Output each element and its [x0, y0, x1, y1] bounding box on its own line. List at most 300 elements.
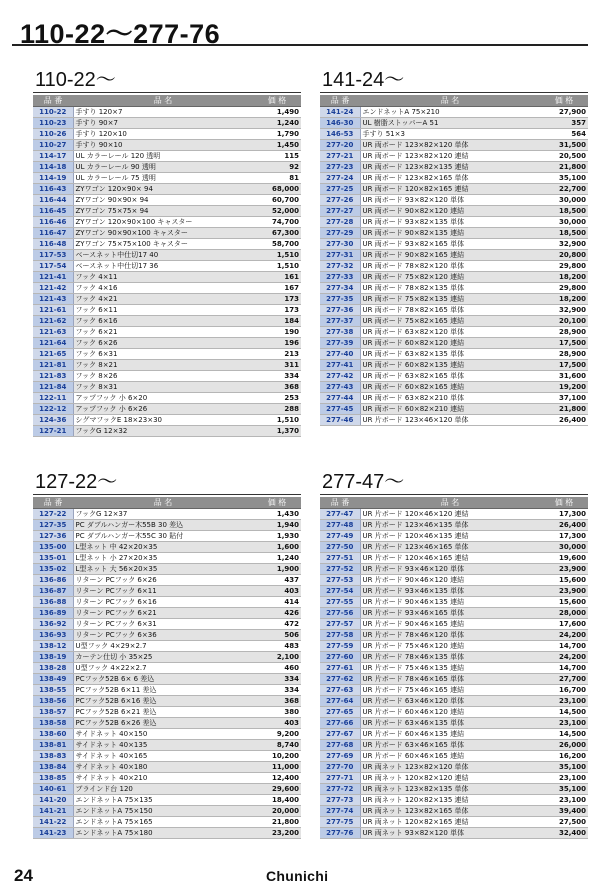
table-row — [33, 597, 301, 608]
item-name: UR 片ボード 60×46×135 連結 — [360, 729, 540, 740]
item-code: 277-43 — [320, 382, 360, 393]
item-name: UR 両ボード 60×82×135 連結 — [360, 360, 540, 371]
table-row — [320, 586, 588, 597]
item-code: 110-26 — [33, 129, 73, 140]
item-price: 20,100 — [540, 316, 588, 327]
item-name: リターン PCフック 6×21 — [73, 608, 253, 619]
item-name: UR 両ボード 78×82×120 単体 — [360, 261, 540, 272]
item-name: UR 片ボード 78×46×120 単体 — [360, 630, 540, 641]
item-code: 277-33 — [320, 272, 360, 283]
item-name: UR 片ボード 63×46×165 単体 — [360, 740, 540, 751]
table-row — [320, 272, 588, 283]
item-price: 253 — [253, 393, 301, 404]
item-price: 35,100 — [540, 173, 588, 184]
table-row — [33, 294, 301, 305]
item-name: PC ダブルハンガー木55C 30 貼付 — [73, 531, 253, 542]
item-price: 2,100 — [253, 652, 301, 663]
item-name: サイドネット 40×210 — [73, 773, 253, 784]
item-name: UR 片ボード 93×46×120 単体 — [360, 564, 540, 575]
item-price: 18,200 — [540, 294, 588, 305]
item-name: リターン PCフック 6×36 — [73, 630, 253, 641]
item-price: 26,400 — [540, 415, 588, 426]
item-code: 138-60 — [33, 729, 73, 740]
item-price: 27,900 — [540, 107, 588, 118]
brand-logo: Chunichi — [266, 868, 329, 884]
item-name: PCフック52B 6×21 差込 — [73, 707, 253, 718]
item-code: 138-56 — [33, 696, 73, 707]
table-row — [320, 663, 588, 674]
item-name: U型フック 4×22×2.7 — [73, 663, 253, 674]
item-name: UR 両ボード 123×82×120 単体 — [360, 140, 540, 151]
item-name: フック 8×26 — [73, 371, 253, 382]
item-code: 138-58 — [33, 718, 73, 729]
item-name: UR 両ボード 60×82×165 連結 — [360, 382, 540, 393]
item-price: 1,430 — [253, 509, 301, 520]
item-code: 121-62 — [33, 316, 73, 327]
table-row — [33, 828, 301, 839]
item-price: 39,400 — [540, 806, 588, 817]
table-row — [320, 404, 588, 415]
item-price: 81 — [253, 173, 301, 184]
table-row — [320, 107, 588, 118]
table-row — [33, 762, 301, 773]
item-price: 21,800 — [540, 162, 588, 173]
item-price: 506 — [253, 630, 301, 641]
item-code: 277-46 — [320, 415, 360, 426]
item-price: 17,500 — [540, 360, 588, 371]
item-code: 277-58 — [320, 630, 360, 641]
item-price: 16,700 — [540, 685, 588, 696]
table-row — [33, 718, 301, 729]
table-row — [33, 542, 301, 553]
item-name: UR 片ボード 75×46×120 連結 — [360, 641, 540, 652]
table-row — [33, 305, 301, 316]
item-price: 173 — [253, 294, 301, 305]
table-row — [320, 283, 588, 294]
table-row — [320, 696, 588, 707]
item-name: UR 両ネット 120×82×165 連結 — [360, 817, 540, 828]
table-row — [320, 795, 588, 806]
item-price: 14,500 — [540, 707, 588, 718]
item-name: フック 6×11 — [73, 305, 253, 316]
item-code: 136-86 — [33, 575, 73, 586]
item-price: 18,200 — [540, 272, 588, 283]
item-price: 334 — [253, 685, 301, 696]
table-row — [33, 272, 301, 283]
item-name: UR 片ボード 60×46×120 連結 — [360, 707, 540, 718]
item-price: 460 — [253, 663, 301, 674]
item-price: 8,740 — [253, 740, 301, 751]
item-name: UR 両ネット 123×82×120 単体 — [360, 762, 540, 773]
header-price: 価 格 — [253, 497, 301, 509]
item-price: 20,500 — [540, 151, 588, 162]
item-code: 277-45 — [320, 404, 360, 415]
item-name: エンドネットA 75×180 — [73, 828, 253, 839]
item-name: ZYワゴン 90×90×100 キャスター — [73, 228, 253, 239]
header-code: 品 番 — [33, 95, 73, 107]
table-row — [320, 597, 588, 608]
item-name: UR 両ネット 123×82×165 単体 — [360, 806, 540, 817]
item-name: UR 両ボード 60×82×210 連結 — [360, 404, 540, 415]
item-code: 135-01 — [33, 553, 73, 564]
item-name: UR 片ボード 123×46×165 単体 — [360, 542, 540, 553]
table-row — [33, 371, 301, 382]
table-row — [33, 795, 301, 806]
item-price: 483 — [253, 641, 301, 652]
item-price: 12,400 — [253, 773, 301, 784]
item-name: アップフック 小 6×20 — [73, 393, 253, 404]
table-row — [33, 608, 301, 619]
item-price: 27,500 — [540, 817, 588, 828]
table-row — [320, 817, 588, 828]
item-name: UR 両ボード 93×82×120 単体 — [360, 195, 540, 206]
item-name: ブラインド台 120 — [73, 784, 253, 795]
item-code: 138-57 — [33, 707, 73, 718]
item-code: 277-72 — [320, 784, 360, 795]
table-row — [320, 382, 588, 393]
item-price: 1,940 — [253, 520, 301, 531]
header-code: 品 番 — [33, 497, 73, 509]
item-code: 135-02 — [33, 564, 73, 575]
item-code: 138-19 — [33, 652, 73, 663]
table-row — [320, 228, 588, 239]
item-code: 136-88 — [33, 597, 73, 608]
item-price: 28,900 — [540, 327, 588, 338]
item-code: 114-17 — [33, 151, 73, 162]
item-code: 138-12 — [33, 641, 73, 652]
item-price: 37,100 — [540, 393, 588, 404]
item-code: 277-34 — [320, 283, 360, 294]
item-code: 127-36 — [33, 531, 73, 542]
item-price: 23,100 — [540, 696, 588, 707]
item-code: 121-64 — [33, 338, 73, 349]
table-row — [33, 162, 301, 173]
table-row — [33, 685, 301, 696]
table-row — [33, 641, 301, 652]
item-price: 173 — [253, 305, 301, 316]
item-price: 23,100 — [540, 795, 588, 806]
item-name: UR 両ボード 90×82×120 連結 — [360, 206, 540, 217]
header-name: 品 名 — [360, 497, 540, 509]
item-name: UR 片ボード 123×46×135 単体 — [360, 520, 540, 531]
table-row — [320, 630, 588, 641]
item-price: 161 — [253, 272, 301, 283]
item-code: 138-83 — [33, 751, 73, 762]
item-name: PCフック52B 6×11 差込 — [73, 685, 253, 696]
table-row — [33, 239, 301, 250]
item-code: 277-61 — [320, 663, 360, 674]
table-row — [33, 696, 301, 707]
item-name: UR 両ボード 63×82×120 単体 — [360, 327, 540, 338]
item-name: ZYワゴン 75×75×100 キャスター — [73, 239, 253, 250]
item-code: 277-25 — [320, 184, 360, 195]
table-row — [33, 382, 301, 393]
item-price: 23,100 — [540, 773, 588, 784]
item-code: 116-47 — [33, 228, 73, 239]
item-price: 1,510 — [253, 415, 301, 426]
item-price: 23,100 — [540, 718, 588, 729]
item-price: 14,700 — [540, 663, 588, 674]
item-price: 26,000 — [540, 740, 588, 751]
item-code: 277-65 — [320, 707, 360, 718]
table-row — [320, 509, 588, 520]
table-row — [320, 151, 588, 162]
item-price: 19,200 — [540, 382, 588, 393]
item-price: 17,300 — [540, 531, 588, 542]
table-row — [33, 360, 301, 371]
item-code: 110-22 — [33, 107, 73, 118]
item-name: エンドネットA 75×210 — [360, 107, 540, 118]
table-row — [33, 806, 301, 817]
item-code: 277-36 — [320, 305, 360, 316]
item-name: フックG 12×32 — [73, 426, 253, 437]
item-name: UR 片ボード 123×46×120 単体 — [360, 415, 540, 426]
item-name: UR 片ボード 90×46×165 連結 — [360, 619, 540, 630]
item-code: 277-75 — [320, 817, 360, 828]
item-name: UR 両ネット 120×82×120 連結 — [360, 773, 540, 784]
table-row — [320, 806, 588, 817]
item-name: フック 8×21 — [73, 360, 253, 371]
price-table — [320, 95, 588, 426]
item-price: 17,500 — [540, 338, 588, 349]
table-row — [33, 283, 301, 294]
item-price: 368 — [253, 382, 301, 393]
item-code: 277-23 — [320, 162, 360, 173]
table-row — [33, 586, 301, 597]
item-price: 213 — [253, 349, 301, 360]
table-row — [33, 338, 301, 349]
table-row — [320, 828, 588, 839]
item-code: 277-37 — [320, 316, 360, 327]
section-title: 127-22～ — [33, 470, 301, 495]
table-row — [320, 784, 588, 795]
item-code: 277-20 — [320, 140, 360, 151]
item-name: UR 片ボード 120×46×120 連結 — [360, 509, 540, 520]
item-name: UR 両ボード 120×82×165 連結 — [360, 184, 540, 195]
item-code: 277-50 — [320, 542, 360, 553]
item-code: 141-20 — [33, 795, 73, 806]
table-row — [33, 228, 301, 239]
item-code: 277-63 — [320, 685, 360, 696]
item-name: UR 両ボード 90×82×135 連結 — [360, 228, 540, 239]
item-price: 30,000 — [540, 542, 588, 553]
table-row — [320, 773, 588, 784]
item-name: UR 片ボード 90×46×135 連結 — [360, 597, 540, 608]
item-code: 277-76 — [320, 828, 360, 839]
item-code: 121-83 — [33, 371, 73, 382]
item-code: 277-42 — [320, 371, 360, 382]
item-code: 122-12 — [33, 404, 73, 415]
item-name: UR 片ボード 120×46×165 連結 — [360, 553, 540, 564]
table-row — [33, 393, 301, 404]
table-row — [33, 619, 301, 630]
table-row — [33, 652, 301, 663]
item-name: UR 両ボード 123×82×165 単体 — [360, 173, 540, 184]
item-code: 138-84 — [33, 762, 73, 773]
table-row — [33, 404, 301, 415]
table-row — [33, 349, 301, 360]
item-code: 277-38 — [320, 327, 360, 338]
item-price: 19,600 — [540, 553, 588, 564]
item-name: UR 両ネット 93×82×120 単体 — [360, 828, 540, 839]
table-row — [320, 360, 588, 371]
item-code: 141-24 — [320, 107, 360, 118]
item-price: 1,240 — [253, 553, 301, 564]
item-name: サイドネット 40×150 — [73, 729, 253, 740]
item-name: PCフック52B 6×26 差込 — [73, 718, 253, 729]
table-row — [320, 261, 588, 272]
price-section-127-22 — [33, 470, 301, 839]
table-row — [33, 118, 301, 129]
table-row — [320, 184, 588, 195]
item-price: 29,800 — [540, 261, 588, 272]
table-row — [320, 140, 588, 151]
item-name: UR 両ボード 75×82×165 連結 — [360, 316, 540, 327]
item-name: UR 両ボード 63×82×210 単体 — [360, 393, 540, 404]
item-code: 277-70 — [320, 762, 360, 773]
table-row — [320, 553, 588, 564]
item-price: 403 — [253, 718, 301, 729]
item-code: 138-28 — [33, 663, 73, 674]
item-code: 141-21 — [33, 806, 73, 817]
item-price: 14,700 — [540, 641, 588, 652]
item-name: UR 両ネット 123×82×135 単体 — [360, 784, 540, 795]
item-price: 414 — [253, 597, 301, 608]
item-name: UR 両ボード 90×82×165 連結 — [360, 250, 540, 261]
item-price: 31,500 — [540, 140, 588, 151]
item-name: エンドネットA 75×165 — [73, 817, 253, 828]
item-price: 472 — [253, 619, 301, 630]
table-row — [320, 217, 588, 228]
item-price: 437 — [253, 575, 301, 586]
table-row — [320, 575, 588, 586]
item-code: 277-49 — [320, 531, 360, 542]
item-price: 311 — [253, 360, 301, 371]
table-row — [320, 162, 588, 173]
page-number: 24 — [14, 866, 33, 885]
table-row — [320, 129, 588, 140]
price-section-141-24 — [320, 68, 588, 426]
item-code: 127-22 — [33, 509, 73, 520]
item-name: U型フック 4×29×2.7 — [73, 641, 253, 652]
item-name: サイドネット 40×135 — [73, 740, 253, 751]
item-price: 30,000 — [540, 195, 588, 206]
item-price: 60,700 — [253, 195, 301, 206]
item-name: フック 6×26 — [73, 338, 253, 349]
item-price: 28,000 — [540, 608, 588, 619]
item-name: PCフック52B 6× 6 差込 — [73, 674, 253, 685]
item-price: 23,200 — [253, 828, 301, 839]
item-price: 17,300 — [540, 509, 588, 520]
section-title: 141-24～ — [320, 68, 588, 93]
item-code: 141-23 — [33, 828, 73, 839]
table-row — [33, 553, 301, 564]
table-row — [33, 426, 301, 437]
item-price: 20,800 — [540, 250, 588, 261]
item-name: 手すり 120×7 — [73, 107, 253, 118]
item-name: UR 両ボード 123×82×135 連結 — [360, 162, 540, 173]
item-code: 122-11 — [33, 393, 73, 404]
item-price: 29,600 — [253, 784, 301, 795]
table-row — [33, 751, 301, 762]
table-row — [33, 250, 301, 261]
item-price: 18,500 — [540, 228, 588, 239]
table-row — [33, 817, 301, 828]
table-row — [320, 531, 588, 542]
table-row — [320, 206, 588, 217]
item-price: 15,600 — [540, 597, 588, 608]
item-price: 32,900 — [540, 239, 588, 250]
item-name: L型ネット 中 42×20×35 — [73, 542, 253, 553]
item-name: エンドネットA 75×150 — [73, 806, 253, 817]
item-name: フック 6×31 — [73, 349, 253, 360]
table-row — [33, 520, 301, 531]
header-code: 品 番 — [320, 497, 360, 509]
item-name: UR 両ネット 120×82×135 連結 — [360, 795, 540, 806]
item-name: UR 片ボード 75×46×135 連結 — [360, 663, 540, 674]
page-title-bar — [12, 10, 588, 49]
item-code: 277-29 — [320, 228, 360, 239]
item-code: 277-39 — [320, 338, 360, 349]
table-row — [320, 707, 588, 718]
item-code: 277-55 — [320, 597, 360, 608]
item-price: 11,000 — [253, 762, 301, 773]
item-name: シグマフックE 18×23×30 — [73, 415, 253, 426]
item-code: 138-49 — [33, 674, 73, 685]
table-row — [320, 652, 588, 663]
item-code: 277-30 — [320, 239, 360, 250]
item-price: 24,200 — [540, 652, 588, 663]
item-name: フック 4×21 — [73, 294, 253, 305]
item-code: 277-54 — [320, 586, 360, 597]
item-name: UR 両ボード 75×82×135 連結 — [360, 294, 540, 305]
item-code: 277-24 — [320, 173, 360, 184]
item-name: ベースネット中仕切17 36 — [73, 261, 253, 272]
table-row — [320, 619, 588, 630]
item-name: L型ネット 大 56×20×35 — [73, 564, 253, 575]
table-row — [320, 305, 588, 316]
item-name: PCフック52B 6×16 差込 — [73, 696, 253, 707]
item-price: 115 — [253, 151, 301, 162]
item-price: 24,200 — [540, 630, 588, 641]
item-code: 121-43 — [33, 294, 73, 305]
table-row — [33, 316, 301, 327]
item-price: 9,200 — [253, 729, 301, 740]
item-code: 116-43 — [33, 184, 73, 195]
item-price: 403 — [253, 586, 301, 597]
table-row — [33, 107, 301, 118]
table-row — [320, 349, 588, 360]
item-price: 31,600 — [540, 371, 588, 382]
item-code: 141-22 — [33, 817, 73, 828]
item-name: UR 両ボード 93×82×165 単体 — [360, 239, 540, 250]
item-price: 92 — [253, 162, 301, 173]
item-code: 135-00 — [33, 542, 73, 553]
item-name: リターン PCフック 6×26 — [73, 575, 253, 586]
item-code: 140-61 — [33, 784, 73, 795]
item-code: 116-45 — [33, 206, 73, 217]
item-price: 426 — [253, 608, 301, 619]
item-code: 277-62 — [320, 674, 360, 685]
item-price: 18,500 — [540, 206, 588, 217]
item-name: サイドネット 40×165 — [73, 751, 253, 762]
item-price: 1,510 — [253, 250, 301, 261]
item-price: 167 — [253, 283, 301, 294]
table-row — [33, 206, 301, 217]
item-price: 74,700 — [253, 217, 301, 228]
table-row — [320, 393, 588, 404]
table-row — [33, 217, 301, 228]
